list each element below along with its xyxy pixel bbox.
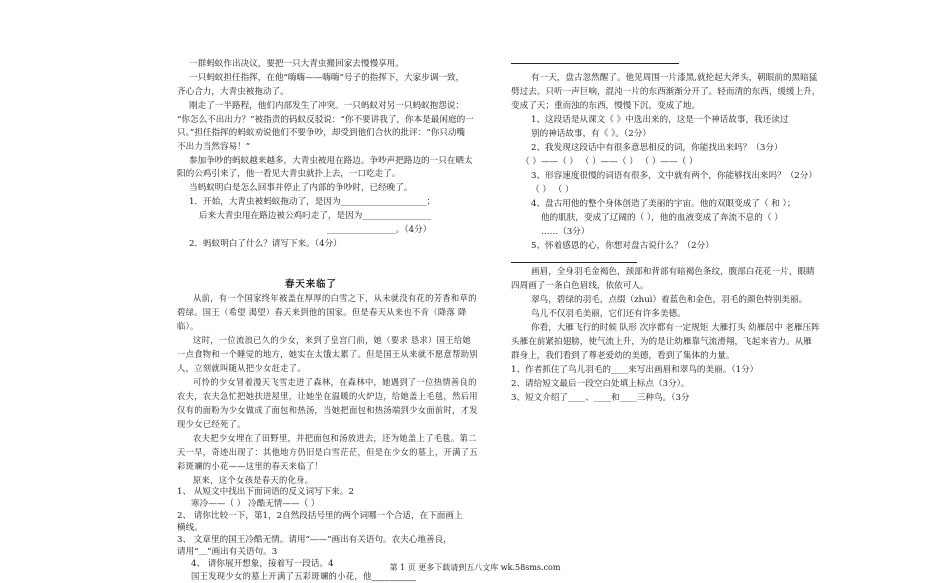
story-line: 农夫，农夫急忙把她扶进屋里，让她坐在温暖的火炉边，给她盖上毛毯，然后用	[177, 391, 478, 401]
paragraph-line: 变成了天；重而浊的东西，慢慢下沉，变成了地。	[511, 101, 701, 111]
story-line: 彩斑斓的小花——这里的春天来临了！	[177, 461, 324, 471]
paragraph-line: 群身上，我们看到了尊老爱幼的美德，看到了集体的力量。	[511, 351, 735, 361]
answer-line	[511, 262, 637, 263]
question-line: 2．蚂蚁明白了什么？请写下来。（4分）	[189, 239, 342, 249]
question-line: （ ）——（ ） （ ）——（ ） （ ）——（ ）	[521, 157, 698, 167]
question-line: 2、 请你比较一下，第1，2自然段括号里的两个词哪一个合适，在下面画上	[177, 511, 463, 521]
story-line: 临）。	[177, 321, 199, 331]
paragraph-line: 当蚂蚁明白是怎么回事并停止了内部的争吵时，已经晚了。	[189, 183, 413, 193]
question-line: 1、这段话是从课文《 》中选出来的，这是一个神话故事，我还读过	[531, 115, 789, 125]
question-line: 请用“＿”画出有关语句。3	[177, 547, 278, 557]
question-line: ……（3分）	[541, 227, 590, 237]
question-line: ________________。（4分）	[327, 225, 432, 235]
paragraph-line: 不出力当然容易！”	[177, 142, 251, 152]
story-line: 仅有的面粉为少女做成了面包和热汤，当她把面包和热汤端到少女面前时，才发	[177, 405, 478, 415]
question-line: 他的肌肤，变成了辽阔的（ ），他的血液变成了奔流不息的（ ）	[541, 213, 783, 223]
story-line: 一点食物和一个睡觉的地方，她实在太饿太累了。但是国王从来就不愿意帮助别	[177, 349, 478, 359]
story-title: 春天来临了	[285, 279, 337, 290]
story-line: 天一早，奇迹出现了：其他地方仍旧是白雪茫茫，但是在少女的墓上，开满了五	[177, 447, 478, 457]
question-line: （ ） （ ）	[531, 185, 574, 195]
question-line: 4、 请你展开想象，接着写一段话。4	[191, 559, 334, 569]
question-line: 3、 文章里的国王冷酷无情。请用“——”画出有关语句。农夫心地善良，	[177, 535, 452, 545]
question-line: 1．开始，大青虫被蚂蚁拖动了，是因为____________________；	[189, 197, 436, 207]
story-line: 从前，有一个国家终年被盖在厚厚的白雪之下，从未就没有花的芳香和草的	[193, 293, 477, 303]
story-line: 现少女已经死了。	[177, 419, 246, 429]
paragraph-line: 翠鸟，碧绿的羽毛，点缀（zhuì）着蓝色和金色，羽毛的颜色特别美丽。	[531, 295, 808, 305]
paragraph-line: 头雁在前紧拍翅膀，使气流上升，为的是让幼雁靠气流滑翔，飞起来省力。从雁	[511, 337, 812, 347]
question-line: 寒冷——（ ） 冷酷无情——（ ）	[191, 499, 320, 509]
paragraph-line: 你看，大雁飞行的时候 队形 次序都有一定规矩 大雁打头 幼雁居中 老雁压阵	[531, 323, 820, 333]
question-line: 4、盘古用他的整个身体创造了美丽的宇宙。他的双眼变成了（ 和 ）；	[531, 199, 796, 209]
question-line: 2、我发现这段话中有很多意思相反的词，你能找出来吗？（3分）	[531, 143, 783, 153]
paragraph-line: 参加争吵的蚂蚁越来越多，大青虫被甩在路边。争吵声把路边的一只在晒太	[189, 156, 473, 166]
question-line: 2、请给短文最后一段空白处填上标点（3分）。	[511, 379, 690, 389]
paragraph-line: 只。”担任指挥的蚂蚁劝说他们不要争吵，却受到他们合伙的批评：“你只动嘴	[177, 128, 466, 138]
question-line: 横线。	[177, 523, 203, 533]
question-line: 5、怀着感恩的心，你想对盘古说什么？（2分）	[531, 241, 714, 251]
paragraph-line: 画眉，全身羽毛金褐色，颈部和背部有暗褐色条纹，腹部白花花一片，眼睛	[531, 267, 815, 277]
paragraph-line: “你怎么不出出力？”被指责的码蚁反驳说：“你不要讲我了，你本是最闲庭的一	[177, 115, 474, 125]
paragraph-line: 鸟儿不仅羽毛美丽，它们还有许多美德。	[531, 309, 686, 319]
question-line: 别的神话故事，有《 》。（2分）	[531, 129, 651, 139]
question-line: 3、短文介绍了____、____和____三种鸟。（3分	[511, 393, 690, 403]
paragraph-line: 刚走了一半路程，他们内部发生了冲突。一只蚂蚁对另一只蚂蚁抱怨说：	[189, 101, 465, 111]
paragraph-line: 一群蚂蚁作出决议，要把一只大青虫搬回家去慢慢享用。	[189, 59, 404, 69]
story-line: 这时，一位流浪已久的少女，来到了皇宫门前，她（要求 恳求）国王给她	[193, 335, 472, 345]
paragraph-line: 一只蚂蚁担任指挥，在他“嗨嗨——嗨嗨”号子的指挥下，大家步调一致，	[189, 73, 465, 83]
story-line: 碧绿。国王（希望 渴望）春天来到他的国家。但是春天从来也不肯（降落 降	[177, 307, 467, 317]
story-line: 可怜的少女冒着漫天飞雪走进了森林，在森林中，她遇到了一位热情善良的	[193, 377, 477, 387]
page-footer: 第 1 页 更多下载请到五八文库 wk.58sms.com	[389, 563, 561, 572]
question-line: 3、形容速度很慢的词语有很多，文中就有两个，你能够找出来吗？（2分）	[531, 171, 817, 181]
question-line: 1、作者抓住了鸟儿羽毛的____来写出画眉和翠鸟的美丽。（1分）	[511, 365, 759, 375]
paragraph-line: 有一天，盘古忽然醒了。他见周围一片漆黑,就抡起大斧头，朝眼前的黑暗猛	[531, 73, 818, 83]
paragraph-line: 阳的公鸡引来了，他一看见大青虫就扑上去，一口吃走了。	[177, 169, 401, 179]
question-line: 国王发现少女的墓上开满了五彩斑斓的小花，他__________	[191, 571, 417, 581]
story-line: 原来，这个女孩是春天的化身。	[193, 475, 314, 485]
paragraph-line: 劈过去。只听一声巨响，混沌一片的东西渐渐分开了。轻而清的东西，缓缓上升，	[511, 87, 821, 97]
answer-line	[511, 63, 679, 64]
question-line: 1、 从短文中找出下面词语的反义词写下来。2	[177, 487, 354, 497]
story-line: 农夫把少女埋在了田野里，并把面包和汤放进去，还为她盖上了毛毯。第二	[193, 433, 477, 443]
paragraph-line: 齐心合力，大青虫被拖动了。	[177, 87, 289, 97]
story-line: 人，立刻就叫随从把少女赶走了。	[177, 363, 306, 373]
question-line: 后来大青虫甩在路边被公鸡叼走了，是因为________________	[199, 211, 432, 221]
paragraph-line: 四周画了一条白色眉线，依依可人。	[511, 281, 649, 291]
